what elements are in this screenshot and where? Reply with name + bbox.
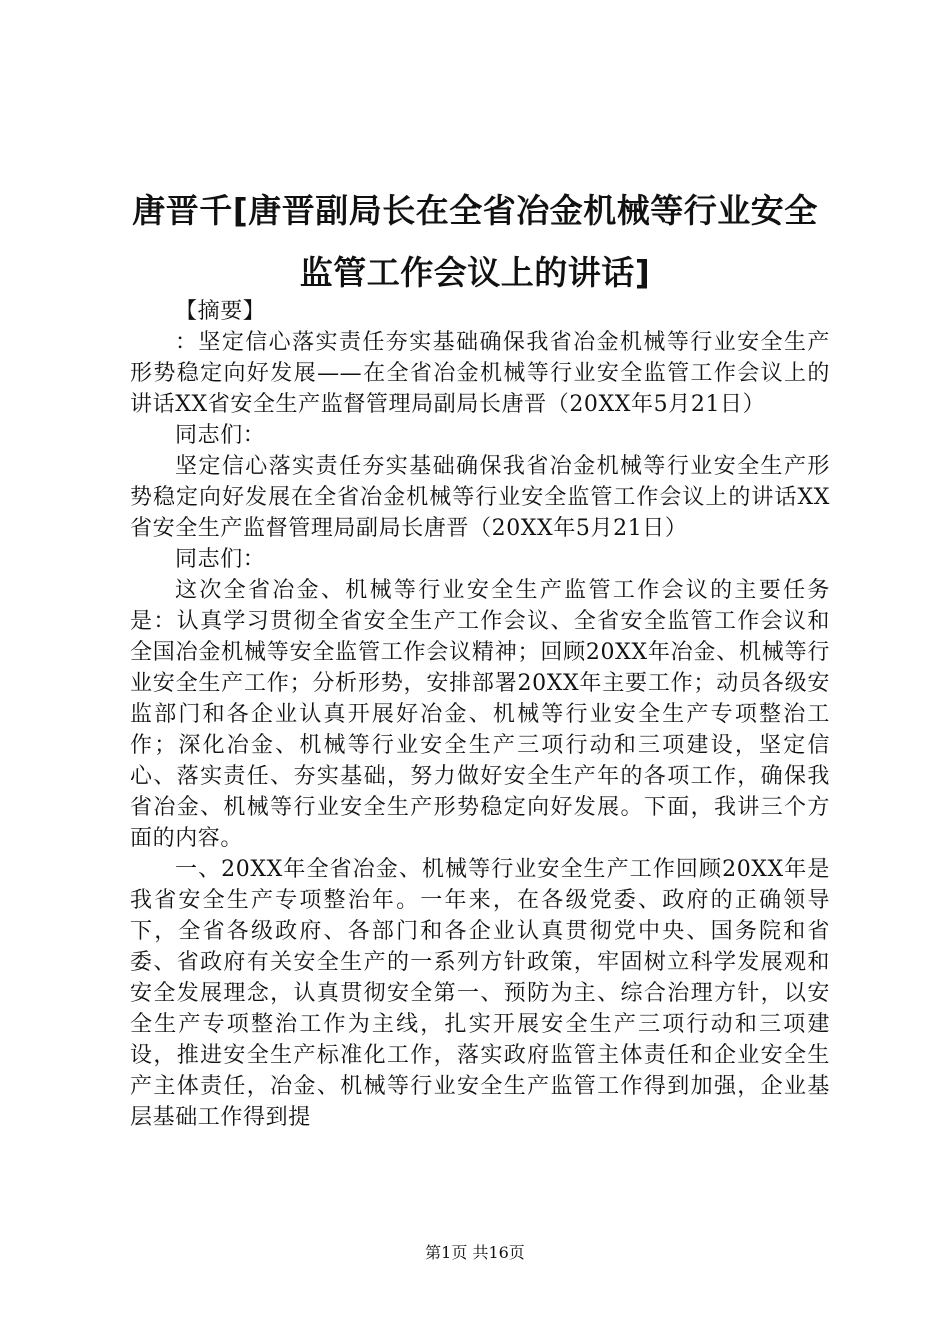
paragraph-salutation: 同志们： bbox=[175, 547, 266, 572]
paragraph-abstract-label: 【摘要】 bbox=[175, 299, 266, 324]
page-number-footer: 第1页 共16页 bbox=[425, 1243, 525, 1262]
paragraph-salutation: 同志们： bbox=[175, 423, 266, 448]
paragraph-meeting-tasks: 这次全省冶金、机械等行业安全生产监管工作会议的主要任务是：认真学习贯彻全省安全生产工作会议、全省安全监管工作会议和全国冶金机械等安全监管工作会议精神；回顾20XX年冶金、机械等行业安全生产工作；分析形势，安排部署20XX年主要工作；动员各级安监部门和各企业认真开展好冶金、机械等行业安全生产专项整治工作；深化冶金、机械等行业安全生产三项行动和三项建设，坚定信心、落实责任、夯实基础，努力做好安全生产年的各项工作，确保我省冶金、机械等行业安全生产形势稳定向好发展。下面，我讲三个方面的内容。 bbox=[130, 578, 830, 851]
document-body bbox=[130, 296, 830, 1133]
paragraph-speech-heading: 坚定信心落实责任夯实基础确保我省冶金机械等行业安全生产形势稳定向好发展在全省冶金机械等行业安全监管工作会议上的讲话XX省安全生产监督管理局副局长唐晋（20XX年5月21日） bbox=[130, 454, 830, 541]
paragraph-section-one: 一、20XX年全省冶金、机械等行业安全生产工作回顾20XX年是我省安全生产专项整治年。一年来，在各级党委、政府的正确领导下，全省各级政府、各部门和各企业认真贯彻党中央、国务院和省委、省政府有关安全生产的一系列方针政策，牢固树立科学发展观和安全发展理念，认真贯彻安全第一、预防为主、综合治理方针，以安全生产专项整治工作为主线，扎实开展安全生产三项行动和三项建设，推进安全生产标准化工作，落实政府监管主体责任和企业安全生产主体责任，冶金、机械等行业安全生产监管工作得到加强，企业基层基础工作得到提 bbox=[130, 857, 830, 1130]
paragraph-abstract-text: ：坚定信心落实责任夯实基础确保我省冶金机械等行业安全生产形势稳定向好发展——在全省冶金机械等行业安全监管工作会议上的讲话XX省安全生产监督管理局副局长唐晋（20XX年5月21日） bbox=[130, 330, 830, 417]
document-title: 唐晋千[唐晋副局长在全省冶金机械等行业安全监管工作会议上的讲话] bbox=[132, 191, 818, 292]
